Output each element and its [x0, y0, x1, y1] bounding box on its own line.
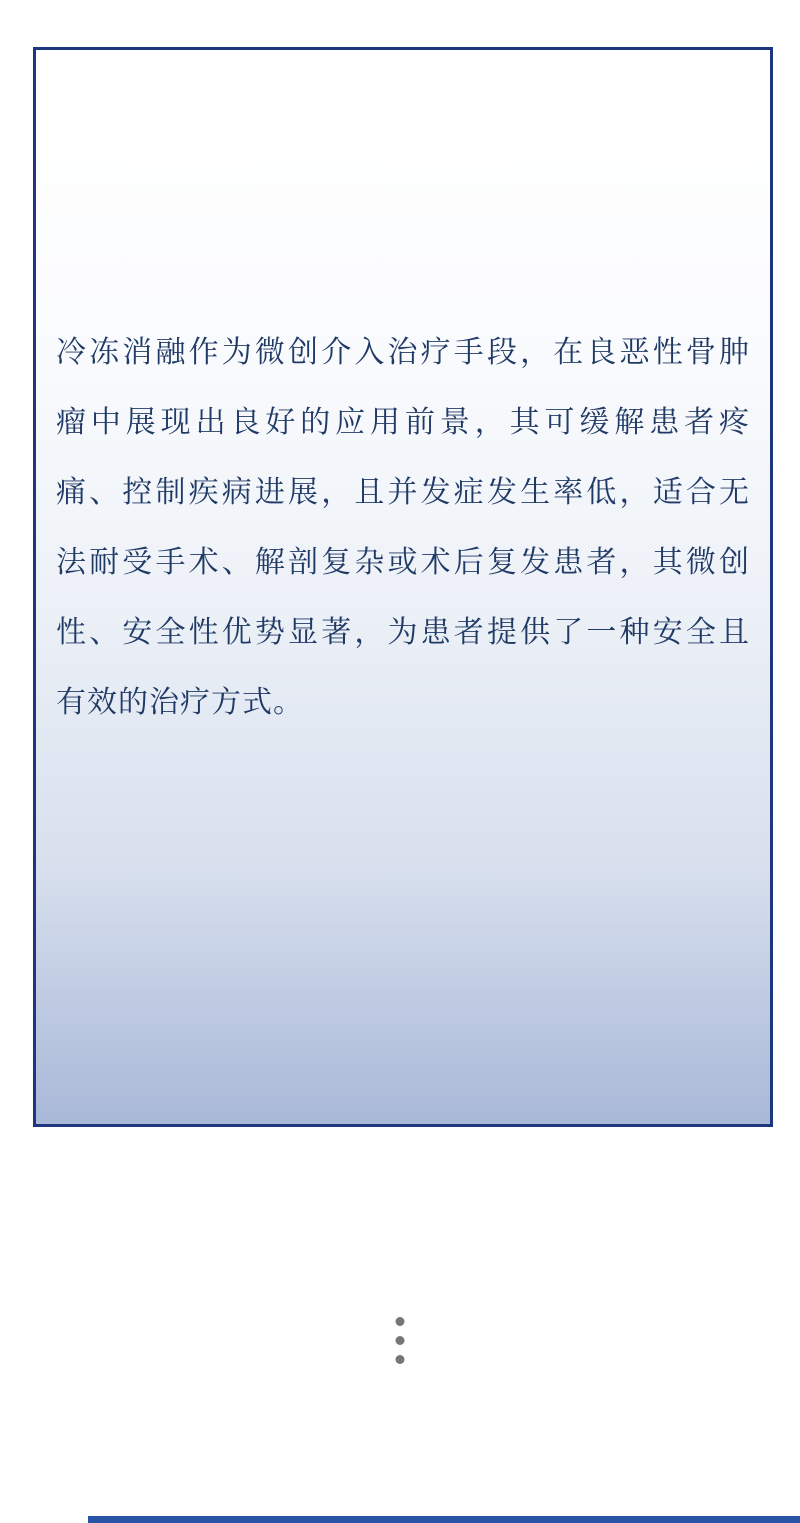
- paragraph-line: 性、安全性优势显著，为患者提供了一种安全且: [56, 616, 750, 649]
- paragraph-line: 法耐受手术、解剖复杂或术后复发患者，其微创: [56, 546, 750, 579]
- paragraph-line: 痛、控制疾病进展，且并发症发生率低，适合无: [56, 476, 750, 509]
- paragraph-line: 有效的治疗方式。: [56, 686, 304, 719]
- paragraph-line: 冷冻消融作为微创介入治疗手段，在良恶性骨肿: [56, 336, 750, 369]
- ellipsis-dot-icon: [396, 1336, 405, 1345]
- bottom-scroll-bar: [88, 1516, 800, 1523]
- content-card: [33, 47, 773, 1127]
- paragraph: [36, 318, 770, 738]
- ellipsis-dot-icon: [396, 1355, 405, 1364]
- ellipsis-dot-icon: [396, 1317, 405, 1326]
- more-indicator[interactable]: [396, 1317, 405, 1364]
- paragraph-line: 瘤中展现出良好的应用前景，其可缓解患者疼: [56, 406, 750, 439]
